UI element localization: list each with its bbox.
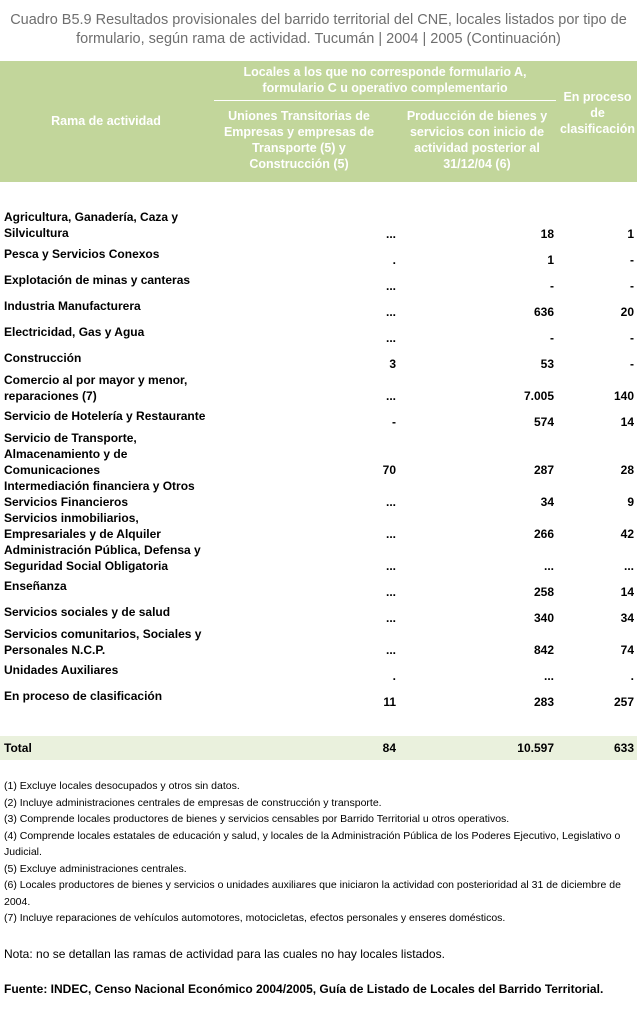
table-cell: 42 [620,527,634,541]
total-label: Total [4,741,32,755]
table-cell: ... [385,611,396,625]
total-cell: 84 [382,741,396,755]
table-cell: 7.005 [523,389,554,403]
table-row-label: Pesca y Servicios Conexos [4,247,160,261]
table-row-label: Explotación de minas y canteras [4,273,191,287]
header-rama: Rama de actividad [51,114,161,128]
table-cell: 14 [620,585,634,599]
table-cell: 258 [533,585,554,599]
table-cell: ... [385,331,396,345]
total-row [0,736,637,760]
table-row-label: Intermediación financiera y Otros Servicios Financieros [4,479,195,509]
footnote: (6) Locales productores de bienes y servicios o unidades auxiliares que iniciaron la actividad con posterioridad al 31 de diciembre de 2004. [4,879,621,908]
footnote: (7) Incluye reparaciones de vehículos automotores, motocicletas, efectos personales y enseres domésticos. [4,912,506,924]
table-cell: ... [623,559,634,573]
table-cell: 11 [383,695,396,709]
table-row-label: Servicios inmobiliarios, Empresariales y de Alquiler [4,511,161,541]
table-cell: 842 [533,643,554,657]
table-cell: 287 [533,463,554,477]
table-row-label: Agricultura, Ganadería, Caza y Silvicultura [4,210,179,240]
table-cell: 18 [540,227,554,241]
table-row-label: Servicio de Hotelería y Restaurante [4,409,206,423]
table-cell: ... [385,495,396,509]
table-cell: 1 [547,253,554,267]
table-cell: - [630,253,634,267]
table-cell: 74 [620,643,634,657]
total-cell: 633 [613,741,634,755]
table-cell: ... [385,559,396,573]
header-group: Locales a los que no corresponde formulario A, formulario C u operativo complementario [243,65,527,95]
table-row-label: Industria Manufacturera [4,299,141,313]
table-cell: - [630,279,634,293]
table-cell: ... [385,389,396,403]
table-row-label: Construcción [4,351,82,365]
table-cell: - [550,331,554,345]
table-row-label: Comercio al por mayor y menor, reparaciones (7) [4,373,188,403]
table-cell: 140 [613,389,634,403]
table-row-label: Unidades Auxiliares [4,663,119,677]
table-cell: 20 [620,305,634,319]
table-cell: ... [543,559,554,573]
footnotes [4,778,632,927]
table-cell: - [392,415,396,429]
table-cell: . [630,669,634,683]
table-cell: ... [385,643,396,657]
table-cell: 53 [540,357,554,371]
table-cell: ... [385,527,396,541]
table-title: Cuadro B5.9 Resultados provisionales del barrido territorial del CNE, locales listados por tipo de formulario, según rama de actividad. Tucumán | 2004 | 2005 (Continuación) [10,12,627,47]
header-col3: En proceso de clasificación [559,90,636,136]
footnote: (5) Excluye administraciones centrales. [4,862,187,875]
table-cell: - [550,279,554,293]
table-cell: 34 [540,495,554,509]
table-cell: ... [385,279,396,293]
header-col1: Uniones Transitorias de Empresas y empresas de Transporte (5) y Construcción (5) [223,109,375,171]
table-cell: 3 [389,357,396,371]
table-cell: ... [385,227,396,241]
table-cell: 14 [620,415,634,429]
footnote: (2) Incluye administraciones centrales de empresas de construcción y transporte. [4,796,382,809]
footnote: (1) Excluye locales desocupados y otros sin datos. [4,780,240,792]
header-col2: Producción de bienes y servicios con inicio de actividad posterior al 31/12/04 (6) [406,109,548,171]
table-header [0,61,637,182]
table-cell: 574 [533,415,554,429]
table-cell: - [630,331,634,345]
table-cell: ... [385,305,396,319]
footnote: (4) Comprende locales estatales de educación y salud, y locales de la Administración Pública de los Poderes Ejecutivo, Legislativo o Judicial. [4,829,621,858]
table-row-label: Administración Pública, Defensa y Seguridad Social Obligatoria [4,543,201,573]
table-row-label: Servicios comunitarios, Sociales y Personales N.C.P. [4,627,202,657]
note-text: Nota: no se detallan las ramas de actividad para las cuales no hay locales listados. [4,947,445,961]
table-cell: ... [385,585,396,599]
table-cell: 70 [382,463,396,477]
table-cell: 1 [627,227,634,241]
table-cell: ... [543,669,554,683]
footnote: (3) Comprende locales productores de bienes y servicios censables por Barrido Territorial u otros operativos. [4,813,510,825]
table-cell: - [630,357,634,371]
table-cell: 340 [533,611,554,625]
table-row-label: Enseñanza [4,579,67,593]
table-cell: 28 [620,463,634,477]
table-cell: 34 [620,611,634,625]
table-row-label: Servicios sociales y de salud [4,605,171,619]
source-text: Fuente: INDEC, Censo Nacional Económico 2004/2005, Guía de Listado de Locales del Barrido Territorial. [4,982,604,996]
table-row-label: Servicio de Transporte, Almacenamiento y de Comunicaciones [4,431,137,477]
table-cell: . [392,253,396,267]
table-cell: 9 [627,495,634,509]
table-cell: 636 [533,305,554,319]
table-row-label: En proceso de clasificación [4,689,163,703]
table-cell: 257 [613,695,634,709]
table-cell: 283 [533,695,554,709]
header-group-rule [214,100,556,101]
total-cell: 10.597 [517,741,554,755]
table-cell: 266 [533,527,554,541]
table-row-label: Electricidad, Gas y Agua [4,325,145,339]
table-cell: . [392,669,396,683]
